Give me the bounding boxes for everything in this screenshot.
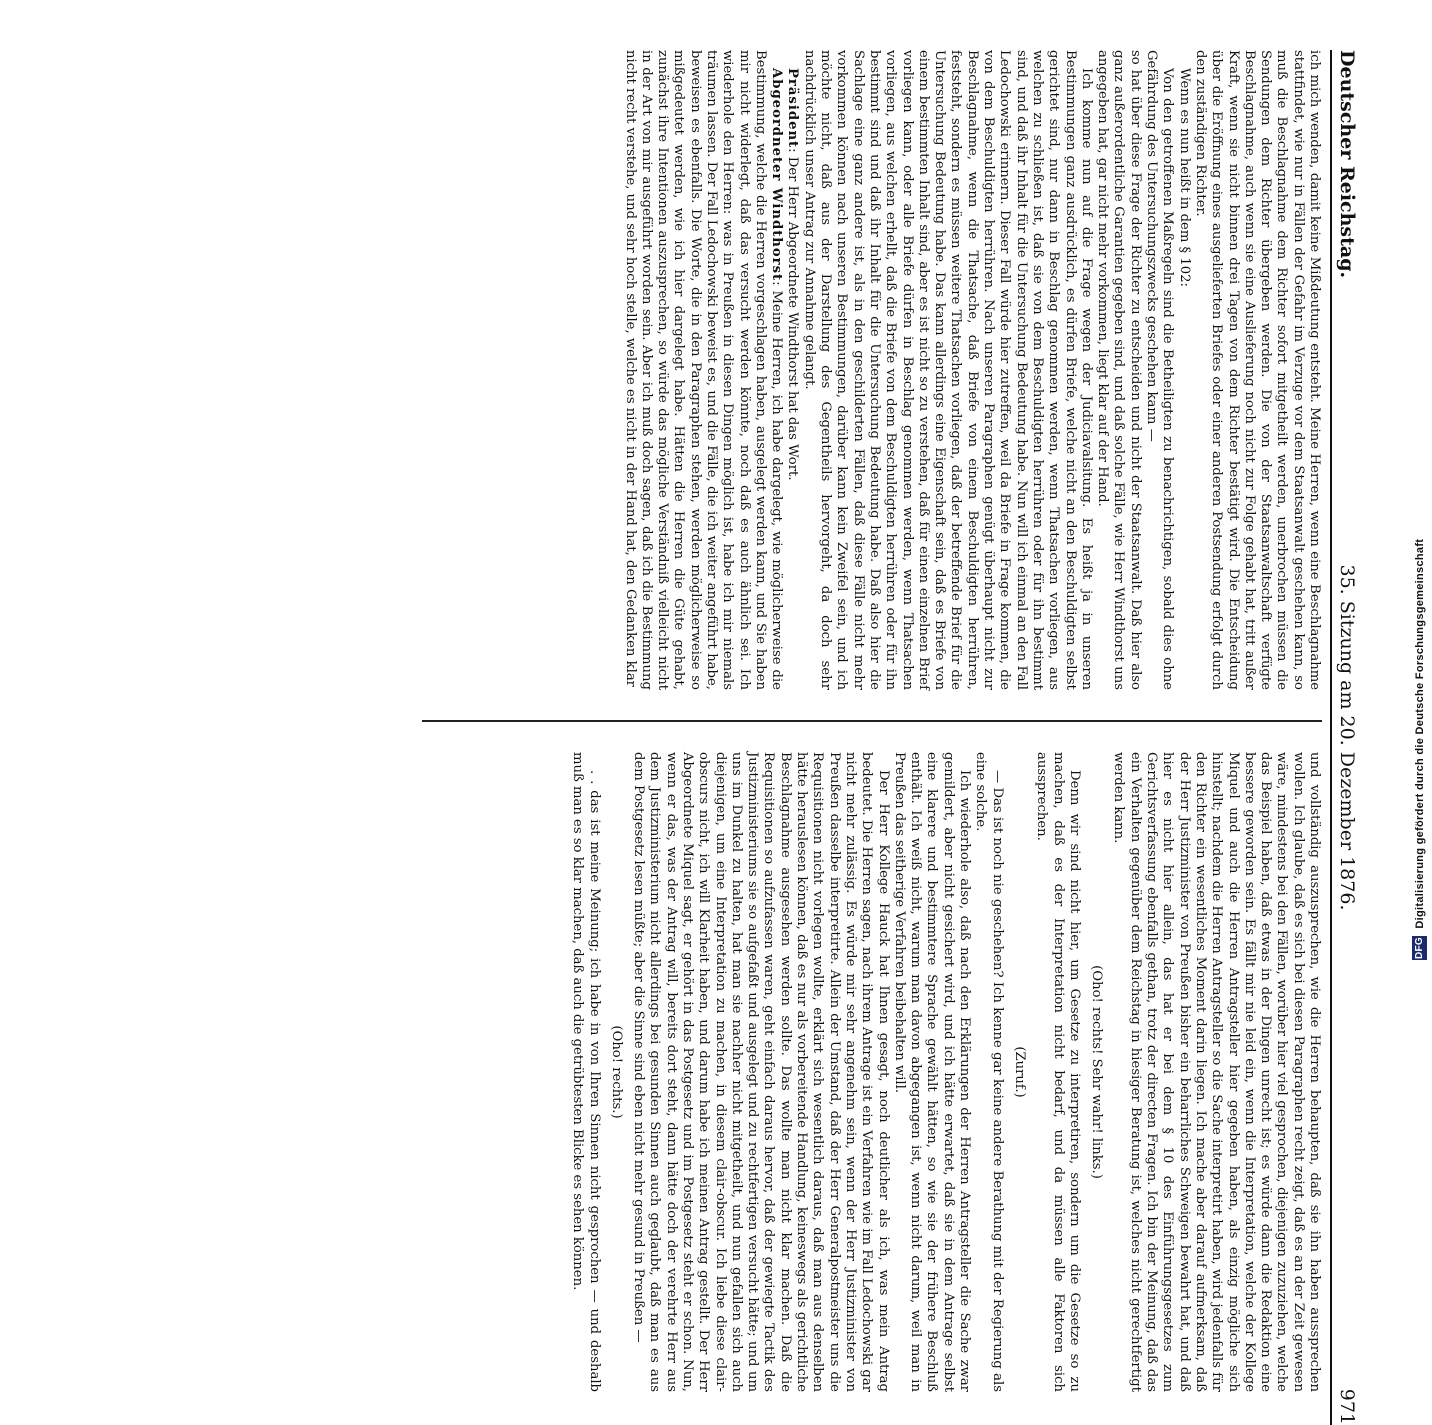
- page-number: 971: [1336, 1388, 1358, 1425]
- publication-title: Deutscher Reichstag.: [1336, 50, 1358, 279]
- dfg-logo: DFG: [1414, 936, 1425, 959]
- speaker-paragraph: Präsident: Der Herr Abgeordnete Windthorst hat das Wort.: [785, 68, 801, 481]
- paragraph: Wenn es nun heißt in dem § 102:: [1176, 68, 1192, 287]
- speaker-paragraph: Abgeordneter Windthorst: Meine Herren, ich habe dargelegt, wie möglicherweise die Bestimmung, welche die Herren vorgeschlagen haben, ausgelegt werden kann, und Sie haben mir nicht widerlegt, daß das versucht werden könnte, noch daß es auch ähnlich sei. Ich wiederhole den Herren: was in Preußen in diesen Dingen möglich ist, habe ich mir niemals träumen lassen. Der Fall Ledochowski beweist es, und die Fälle, die ich weiter angeführt habe, beweisen es ebenfalls. Die Worte, die in den Paragraphen stehen, werden möglicherweise so mißgedeutet werden, wie ich hier dargelegt habe. Hätten die Herren die Güte gehabt, zunächst ihre Intentionen auszusprechen, so würde das mögliche Verständniß vielleicht nicht in der Art von mir ausgeführt worden sein. Aber ich muß doch sagen, daß ich die Bestimmung nicht recht verstehe, und sehr hoch stelle, welche es nicht in der Hand hat, den Gedanken klar: [622, 50, 785, 690]
- paragraph: ich mich wenden, damit keine Mißdeutung entsteht. Meine Herren, wenn eine Beschlagnahme stattfindet, wie nur in Fällen der Gefahr im Verzuge vor dem Staatsanwalt geschehen kann, so muß die Beschlagnahme dem Richter sofort mitgetheilt werden, unerbrochen müssen die Sendungen dem Richter übergeben werden. Die von der Staatsanwaltschaft verfügte Beschlagnahme, auch wenn sie eine Auslieferung noch nicht zur Folge gehabt hat, tritt außer Kraft, wenn sie nicht binnen drei Tagen von dem Richter bestätigt wird. Die Entscheidung über die Eröffnung eines ausgelieferten Briefes oder einer anderen Postsendung erfolgt durch den zuständigen Richter.: [1192, 50, 1322, 690]
- paragraph: Ich komme nun auf die Frage wegen der Judiciavalsitung. Es heißt ja in unseren Bestimmungen ganz ausdrücklich, es dürfen Briefe, welche nicht an den Beschuldigten selbst gerichtet sind, nur dann in Beschlag genommen werden, wenn Thatsachen vorliegen, aus welchen zu schließen ist, daß sie von dem Beschuldigten herrühren oder für ihn bestimmt sind, und daß ihr Inhalt für die Untersuchung Bedeutung habe. Nun will ich einmal an den Fall Ledochowski erinnern. Dieser Fall würde hier zutreffen, weil da Briefe in Frage kommen, die von dem Beschuldigten herrühren. Nach unseren Paragraphen genügt überhaupt nicht zur Beschlagnahme, wenn die Thatsache, daß Briefe von einem Beschuldigten herrühren, feststeht, sondern es müssen weitere Thatsachen vorliegen, daß der betreffende Brief für die Untersuchung Bedeutung habe. Das kann allerdings eine Eigenschaft sein, daß es Briefe von einem bestimmten Inhalt sind, aber es ist nicht so zu verstehen, daß für einen einzelnen Brief vorliegen kann, oder alle Briefe dürfen in Beschlag genommen werden, wenn Thatsachen vorliegen, aus welchen erhellt, daß die Briefe von dem Beschuldigten herrühren oder für ihn bestimmt sind und daß ihr Inhalt für die Untersuchung Bedeutung habe. Daß also hier die Sachlage eine ganz andere ist, als in den geschilderten Fällen, daß diese Fälle nicht mehr vorkommen können nach unseren Bestimmungen, darüber kann kein Zweifel sein, und ich möchte nicht, daß aus der Darstellung des Gegentheils hervorgeht, da doch sehr nachdrücklich unser Antrag zur Annahme gelangt.: [801, 50, 1094, 690]
- speaker-name: Präsident: [785, 68, 801, 149]
- watermark-text: Digitalisierung gefördert durch die Deutsche Forschungsgemeinschaft: [1414, 538, 1426, 929]
- interjection: (Zuruf.): [1011, 1046, 1027, 1098]
- paragraph: . . das ist meine Meinung; ich habe in von Ihren Sinnen nicht gesprochen — und deshalb muß man es so klar machen, daß auch die getrübtesten Blicke es sehen können.: [570, 752, 602, 1392]
- paragraph: Von den getroffenen Maßregeln sind die Betheiligten zu benachrichtigen, sobald dies ohne Gefährdung des Untersuchungszwecks geschehen kann —: [1144, 50, 1176, 690]
- paragraph: — Das ist noch nie geschehen? Ich kenne gar keine andere Berathung mit der Regierung als eine solche.: [973, 752, 1005, 1392]
- paragraph: Ich wiederhole also, daß nach den Erklärungen der Herren Antragsteller die Sache zwar gemildert, aber nicht gesichert wird, und ich hätte erwartet, daß sie in dem Antrage selbst eine klarere und bestimmtere Sprache gewählt hätten, so wie sie der frühere Beschluß enthält. Ich weiß nicht, warum man davon abgegangen ist, wenn nicht darum, weil man in Preußen das seitherige Verfahren beibehalten will.: [891, 752, 973, 1392]
- paragraph: und vollständig auszusprechen, wie die Herren behaupten, daß sie ihn haben aussprechen wollen. Ich glaube, daß es sich bei diesen Paragraphen recht zeigt, daß es an der Zeit gewesen wäre, mindestens bei den Fällen, worüber hier viel gesprochen, diejenigen zuzuziehen, welche das Beispiel haben, daß etwas in der Dingen unrecht ist; es würde dann die Redaktion eine bessere geworden sein. Es fällt mir nie leid ein, wenn die Interpretation, welche der Kollege Miquel und auch die Herren Antragsteller hier gegeben haben, als einzig mögliche sich hinstellt; nachdem die Herren Antragsteller so die Sache interpretirt haben, wird jedenfalls für den Richter ein wesentliches Moment darin liegen. Ich mache aber darauf aufmerksam, daß der Herr Justizminister von Preußen bisher ein beharrliches Schweigen bewahrt hat, und daß hier es nicht hier allein, das hat er bei dem § 10 des Einführungsgesetzes zum Gerichtsverfassung ebenfalls gethan, trotz der directen Fragen. Ich bin der Meinung, daß das ein Verhalten gegenüber dem Reichstag in hiesiger Beratung ist, welches nicht gerechtfertigt werden kann.: [1111, 752, 1322, 1392]
- session-title: 35. Sitzung am 20. Dezember 1876.: [1336, 564, 1358, 911]
- column-divider: [422, 720, 1322, 722]
- paragraph: so hat über diese Frage der Richter zu entscheiden und nicht der Staatsanwalt. Daß hier also ganz außerordentliche Garantien gegeben sind, und daß solche Fälle, wie Herr Windthorst uns angegeben hat, gar nicht mehr vorkommen, liegt klar auf der Hand.: [1095, 50, 1143, 690]
- speaker-name: Abgeordneter Windthorst: [769, 68, 785, 282]
- page-body: [422, 50, 1322, 1425]
- interjection: (Oho! rechts.): [608, 1025, 624, 1119]
- interjection: (Oho! rechts! Sehr wahr! links.): [1089, 965, 1105, 1179]
- digitization-watermark: [1412, 40, 1426, 960]
- page-content: [422, 50, 1360, 1425]
- page-header: [1330, 50, 1360, 1425]
- paragraph: Der Herr Kollege Hauck hat Ihnen gesagt, noch deutlicher als ich, was mein Antrag bedeutet. Die Herren sagen, nach ihrem Antrage ist ein Verfahren wie im Fall Ledochowski gar nicht mehr zulässig. Es würde mir sehr angenehm sein, wenn der Herr Justizminister von Preußen dasselbe interpretirte. Allein der Umstand, daß der Herr Generalpostmeister uns die Requisitionen nicht vorlegen wollte, erklärt sich wesentlich daraus, daß man aus denselben hätte herauslesen können, daß es nur als vorbereitende Handlung, keineswegs als gerichtliche Beschlagnahme ausgesehen werden sollte. Das wollte man nicht klar machen. Daß die Requisitionen so aufzufassen waren, geht einfach daraus hervor, daß der gewiegte Tactik des Justizministeriums sie so aufgefaßt und ausgelegt und zu rechtfertigen versucht hätte; und um uns im Dunkel zu halten, hat man sie nachher nicht mitgetheilt, und nun gefallen sich auch diejenigen, um eine Interpretation zu machen, in diesem clair-obscur. Ich liebe diese clair-obscurs nicht, ich will Klarheit haben, und darum habe ich meinen Antrag gestellt. Der Herr Abgeordnete Miquel sagt, er gehört in das Postgesetz und im Postgesetz steht er schon. Nun, wenn er das, was der Antrag will, bereits dort steht, dann hätte doch der verehrte Herr aus dem Justizministerium nicht allerdings bei gesunden Sinnen auch geglaubt, daß man es aus dem Postgesetz lesen müßte; aber die Sinne sind eben nicht mehr gesund in Preußen —: [631, 752, 891, 1392]
- paragraph: Denn wir sind nicht hier, um Gesetze zu interpretiren, sondern um die Gesetze so zu machen, daß es der Interpretation nicht bedarf, und da müssen alle Faktoren sich aussprechen.: [1034, 752, 1082, 1392]
- left-column: [621, 50, 1322, 690]
- right-column: [569, 752, 1322, 1392]
